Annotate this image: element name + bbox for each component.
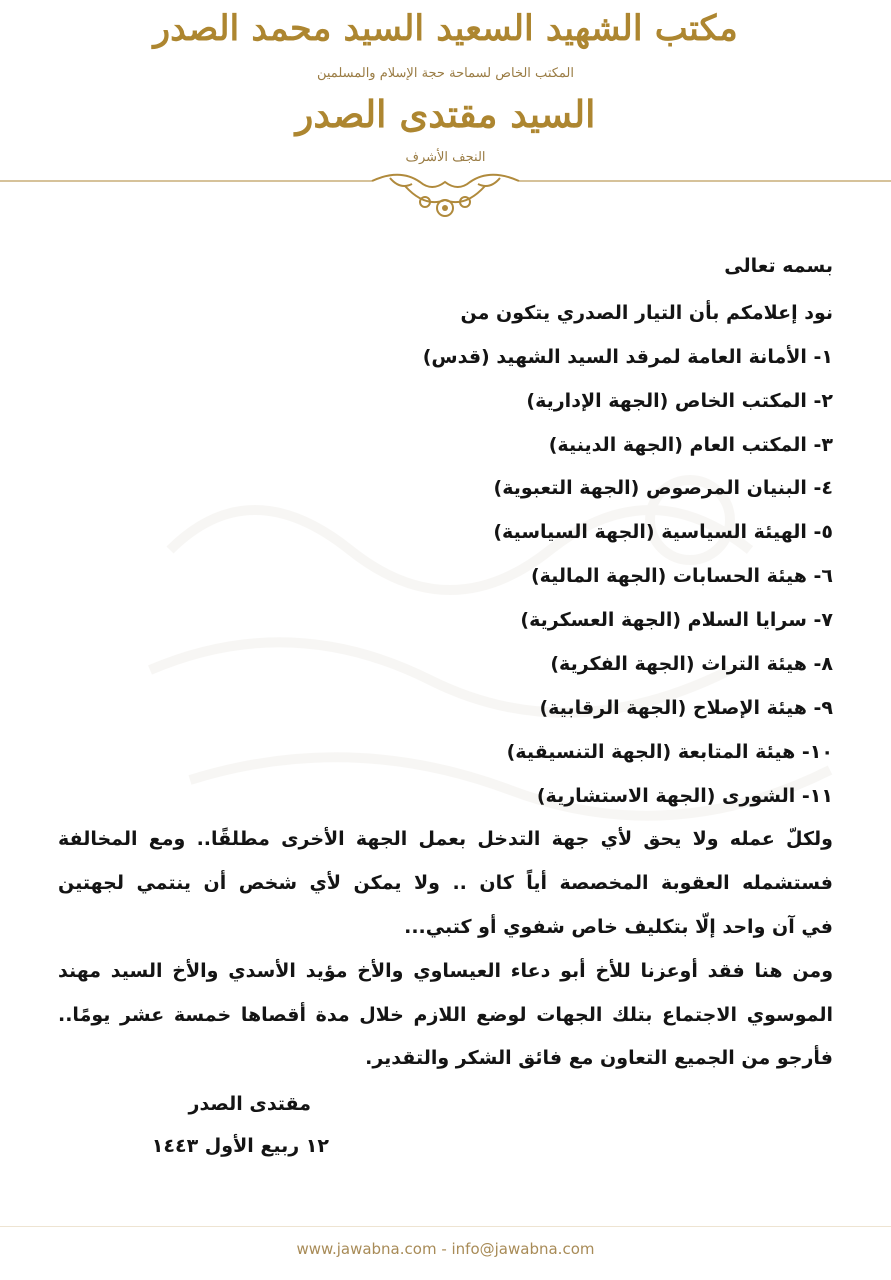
list-item: ٤- البنيان المرصوص (الجهة التعبوية) xyxy=(493,477,833,499)
list-item: ٢- المكتب الخاص (الجهة الإدارية) xyxy=(526,390,833,412)
list-item: ٥- الهيئة السياسية (الجهة السياسية) xyxy=(493,521,833,543)
list-item: ٣- المكتب العام (الجهة الدينية) xyxy=(548,434,833,456)
list-item: ٧- سرايا السلام (الجهة العسكرية) xyxy=(520,609,833,631)
footer-contact: www.jawabna.com - info@jawabna.com xyxy=(296,1240,595,1258)
letter-date: ١٢ ربيع الأول ١٤٤٣ xyxy=(151,1135,329,1157)
paragraph-1-line: فستشمله العقوبة المخصصة أياً كان .. ولا يمكن لأي شخص أن ينتمي لجهتين xyxy=(58,872,833,894)
letterhead-city: النجف الأشرف xyxy=(405,150,486,165)
list-item: ٨- هيئة التراث (الجهة الفكرية) xyxy=(550,653,833,675)
letterhead-office-title: مكتب الشهيد السعيد السيد محمد الصدر xyxy=(153,8,738,49)
list-item: ٦- هيئة الحسابات (الجهة المالية) xyxy=(530,565,833,587)
letterhead-name: السيد مقتدى الصدر xyxy=(295,92,596,136)
paragraph-1-line: ولكلّ عمله ولا يحق لأي جهة التدخل بعمل الجهة الأخرى مطلقًا.. ومع المخالفة xyxy=(58,828,833,850)
opening-line: بسمه تعالى xyxy=(724,255,833,277)
footer-divider xyxy=(0,1226,891,1227)
list-item: ١٠- هيئة المتابعة (الجهة التنسيقية) xyxy=(506,741,833,763)
letterhead xyxy=(0,0,891,222)
paragraph-1-line: في آن واحد إلّا بتكليف خاص شفوي أو كتبي... xyxy=(404,916,833,938)
paragraph-2-line: الموسوي الاجتماع بتلك الجهات لوضع اللازم خلال مدة أقصاها خمسة عشر يومًا.. xyxy=(58,1004,833,1026)
signature-name: مقتدى الصدر xyxy=(188,1093,311,1115)
letterhead-subtitle: المكتب الخاص لسماحة حجة الإسلام والمسلمين xyxy=(316,66,575,81)
paragraph-2-line: فأرجو من الجميع التعاون مع فائق الشكر والتقدير. xyxy=(365,1047,833,1069)
list-item: ١- الأمانة العامة لمرقد السيد الشهيد (قدس) xyxy=(422,346,833,368)
paragraph-2-line: ومن هنا فقد أوعزنا للأخ أبو دعاء العيساوي والأخ مؤيد الأسدي والأخ السيد مهند xyxy=(58,960,833,982)
intro-line: نود إعلامكم بأن التيار الصدري يتكون من xyxy=(460,302,833,324)
list-item: ١١- الشورى (الجهة الاستشارية) xyxy=(536,785,833,807)
ornament-divider-icon xyxy=(0,168,891,222)
list-item: ٩- هيئة الإصلاح (الجهة الرقابية) xyxy=(539,697,833,719)
